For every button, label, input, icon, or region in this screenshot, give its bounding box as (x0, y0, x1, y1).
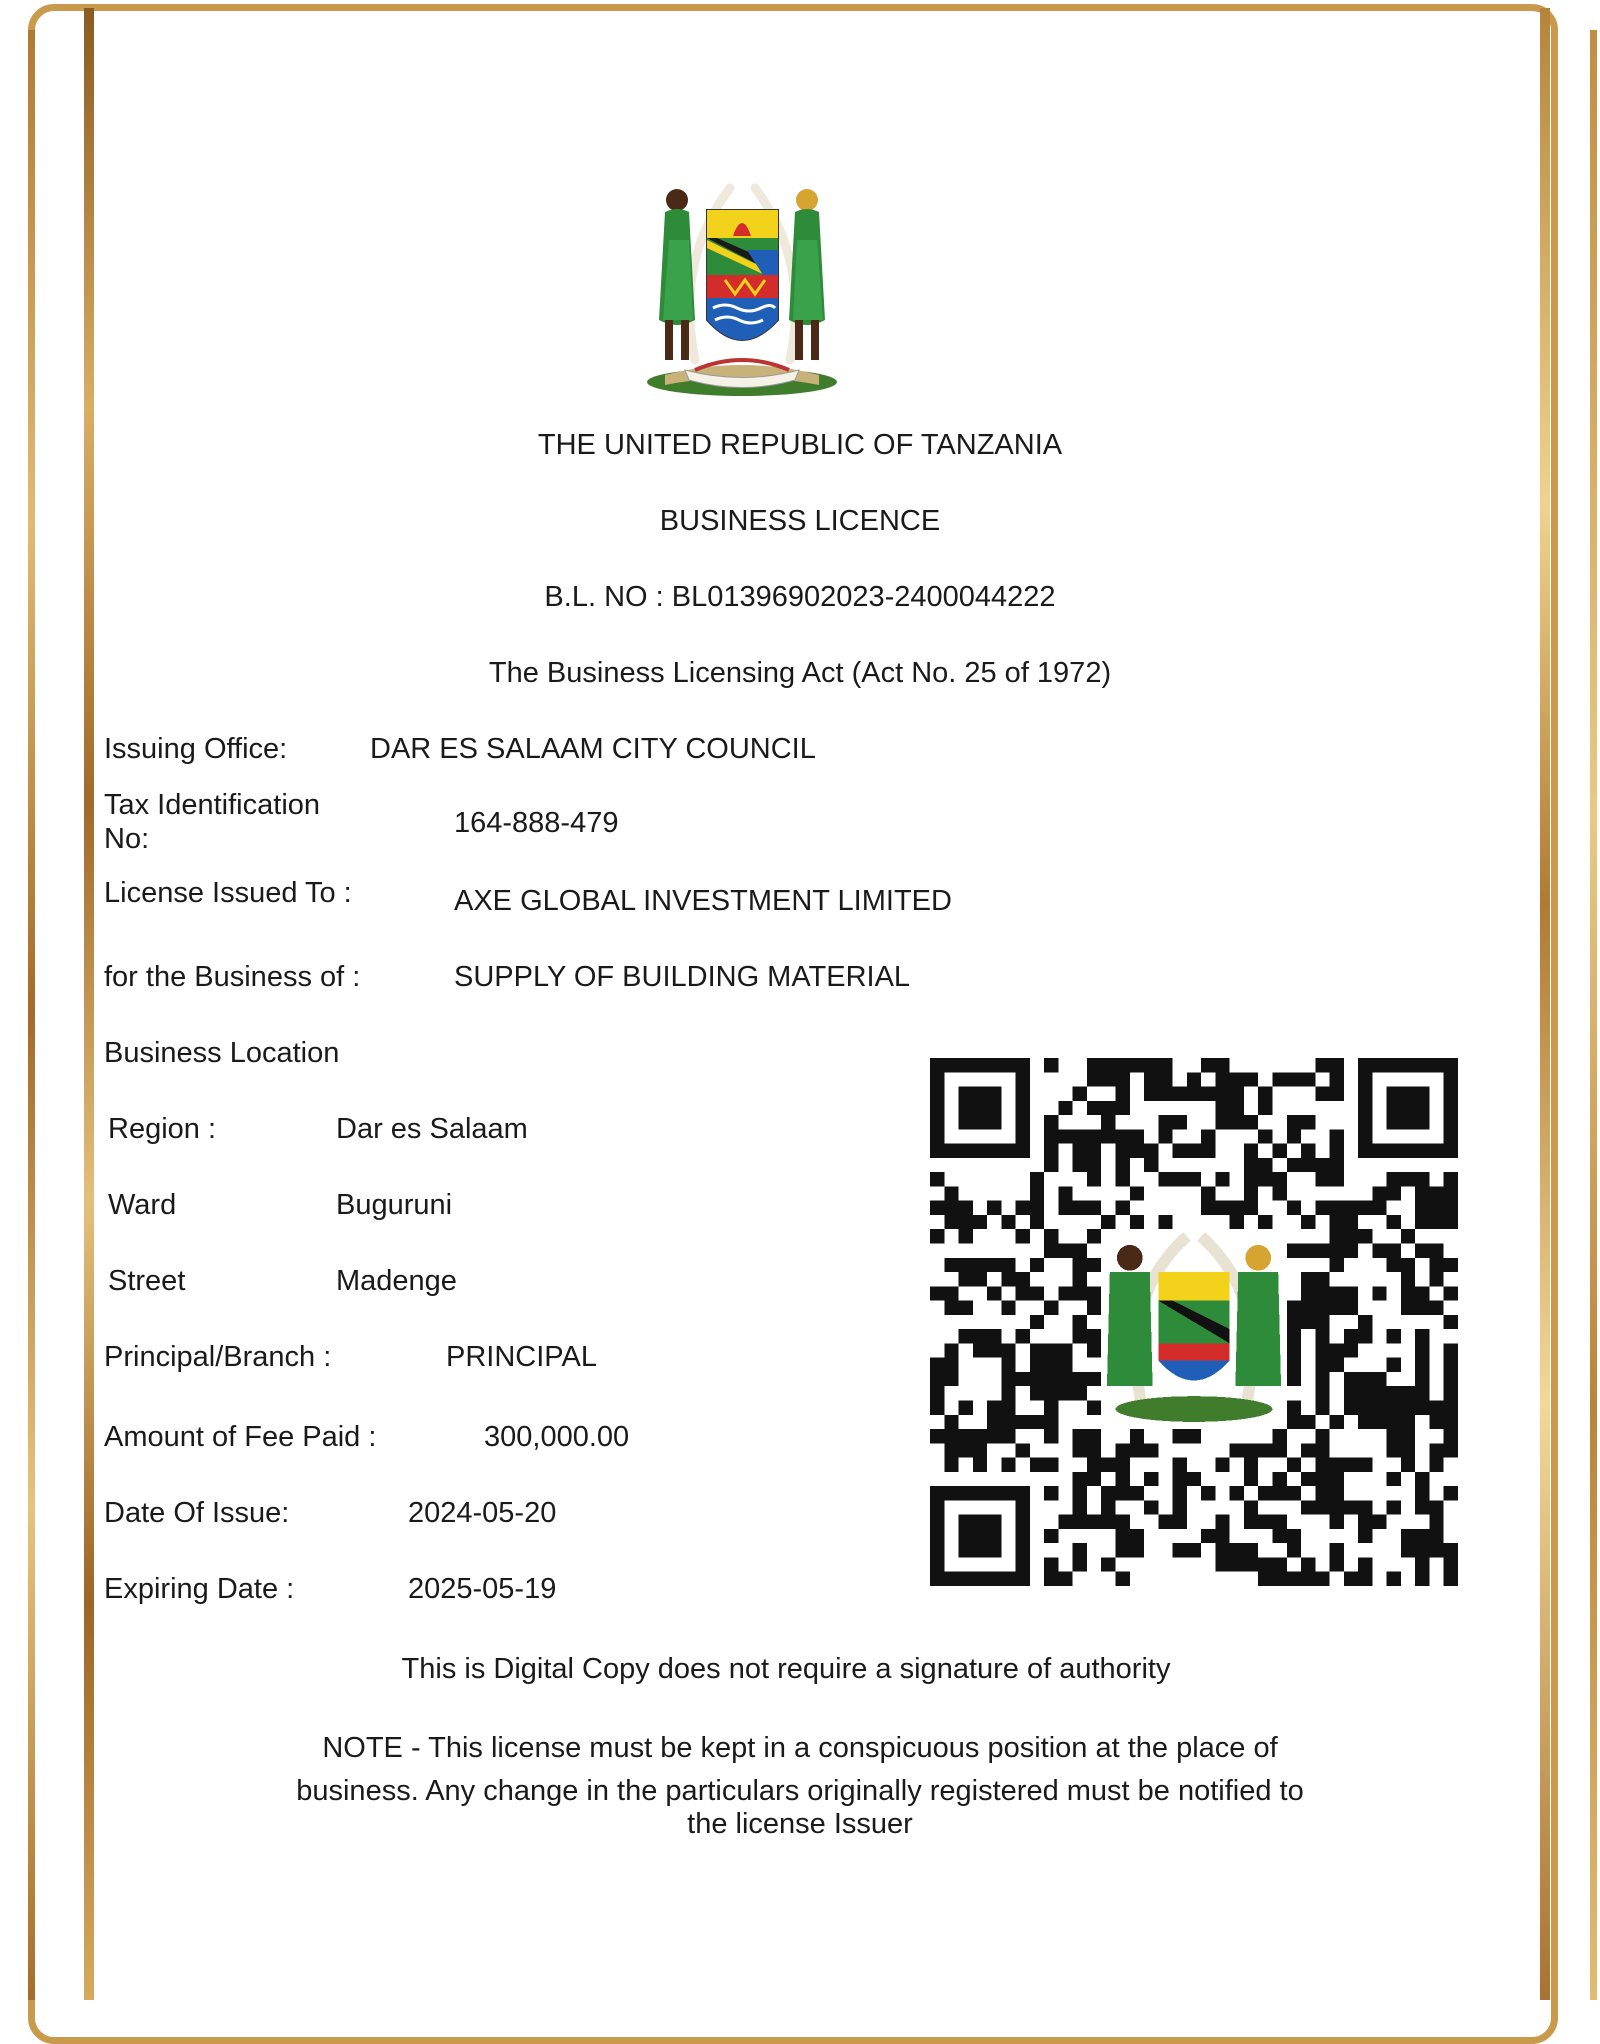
business-value: SUPPLY OF BUILDING MATERIAL (454, 961, 911, 993)
expiry-date-value: 2025-05-19 (408, 1573, 557, 1605)
region-value: Dar es Salaam (336, 1113, 528, 1145)
issuing-office-value: DAR ES SALAAM CITY COUNCIL (370, 733, 816, 765)
licensing-act: The Business Licensing Act (Act No. 25 of 1972) (488, 657, 1112, 689)
issued-to-label: License Issued To : (104, 877, 352, 909)
coat-of-arms-icon (635, 170, 850, 400)
ward-value: Buguruni (336, 1189, 453, 1221)
fee-value: 300,000.00 (484, 1421, 630, 1453)
digital-copy-notice: This is Digital Copy does not require a signature of authority (401, 1653, 1171, 1685)
border-left-bar (84, 8, 94, 2000)
border-right-edge (1590, 30, 1597, 2000)
ward-label: Ward (108, 1189, 177, 1221)
issued-to-value: AXE GLOBAL INVESTMENT LIMITED (454, 885, 952, 917)
licence-number: B.L. NO : BL01396902023-2400044222 (544, 581, 1056, 613)
branch-label: Principal/Branch : (104, 1341, 332, 1373)
branch-value: PRINCIPAL (446, 1341, 597, 1373)
issue-date-value: 2024-05-20 (408, 1497, 557, 1529)
note-line-1: NOTE - This license must be kept in a conspicuous position at the place of (322, 1732, 1278, 1764)
street-value: Madenge (336, 1265, 457, 1297)
issuing-office-label: Issuing Office: (104, 733, 288, 765)
border-left-edge (28, 30, 35, 2000)
note-line-3: the license Issuer (687, 1808, 913, 1840)
business-location-label: Business Location (104, 1037, 340, 1069)
country-title: THE UNITED REPUBLIC OF TANZANIA (537, 429, 1063, 461)
street-label: Street (108, 1265, 186, 1297)
border-right-bar (1540, 8, 1550, 2000)
document-title: BUSINESS LICENCE (659, 505, 941, 537)
tin-value: 164-888-479 (454, 807, 619, 839)
business-label: for the Business of : (104, 961, 361, 993)
qr-code-icon (930, 1058, 1458, 1586)
region-label: Region : (108, 1113, 217, 1145)
license-note (200, 1730, 1400, 1840)
fee-label: Amount of Fee Paid : (104, 1421, 377, 1453)
tin-label: Tax Identification No: (104, 789, 321, 855)
note-line-2: business. Any change in the particulars originally registered must be notified to (296, 1775, 1304, 1807)
expiry-date-label: Expiring Date : (104, 1573, 295, 1605)
issue-date-label: Date Of Issue: (104, 1497, 290, 1529)
